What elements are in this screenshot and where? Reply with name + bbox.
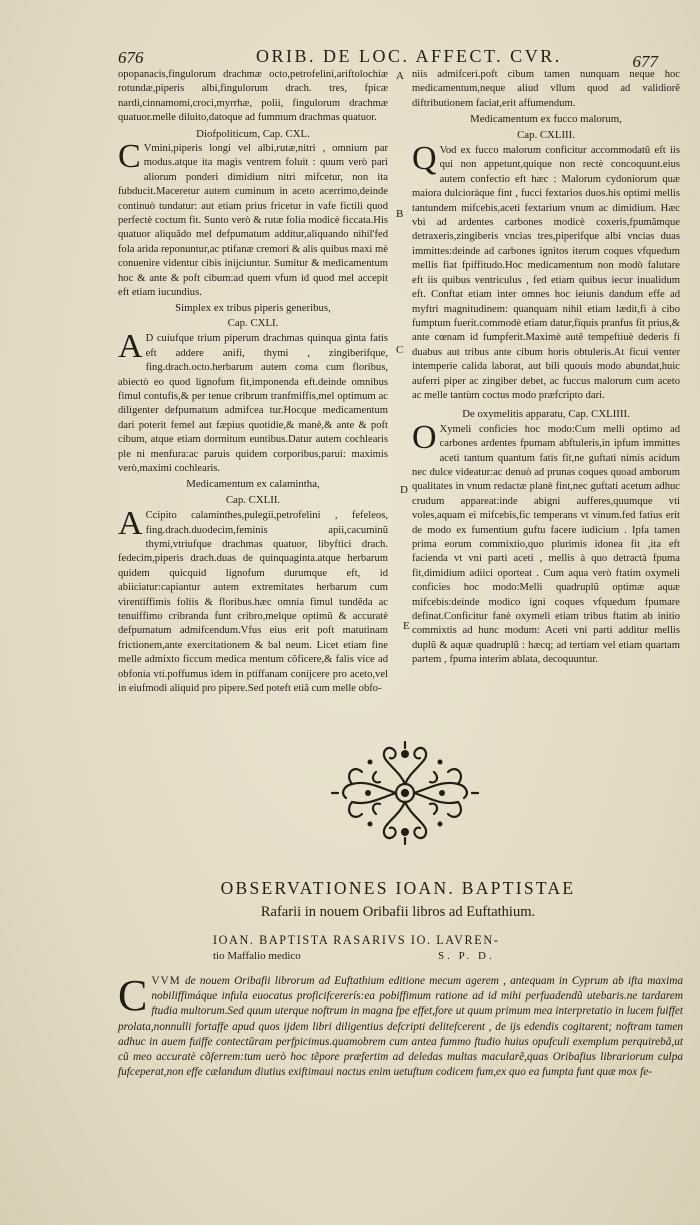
drop-cap: C xyxy=(118,138,141,176)
chapter-number: Cap. CXLII. xyxy=(225,493,281,506)
margin-letter-b: B xyxy=(396,208,404,220)
chapter-heading: Medicamentum ex calamintha, xyxy=(186,478,320,491)
right-column xyxy=(412,68,680,668)
paragraph: C Vmini,piperis longi vel albi,rutæ,nitri , omnium par modus.atque ita magis ventrem foluit : quum verò pari aliorum ponderi dimidium nitri mifcetur, non ita fubducit.Maceretur autem cuminum in aceto acerrimo,deinde continuò tundatur: aut etiam prius fricetur in vafe fictili quod perfectè coctum fit. Sunto verò & rutæ folia modicè ficcata.His quatuor aliquãdo mel defpumatum additur,aliquando nihil'fed fola arida reponuntur,ac ptifanæ cremori & alis quibus maxi mè conuenire videntur cibis inijciuntur. Sumitur & medicamentum hoc & ante & poft cibum:ad quem vfum id quod mel accepit eft etiam iucundius. xyxy=(118,138,388,299)
page-number-right: 677 xyxy=(632,52,658,71)
left-column xyxy=(118,68,388,696)
chapter-number: Cap. CXLIII. xyxy=(517,128,575,141)
dedication-recipient: tio Maffalio medico xyxy=(213,950,301,962)
drop-cap: A xyxy=(118,328,143,366)
drop-cap: O xyxy=(412,418,437,456)
paragraph: Q Vod ex fucco malorum conficitur accommodatũ eft iis qui non appetunt,quique non rectè concoquunt.eius autem confectio eft hæc : Malorum cydoniorum quæ maiora dulcioràque fint , fucci fextarios duos.his optimi mellis tantundem mifcebis,aceti fextarium vnum ac dimidium. Hæc vbi ad ardentes carbones modicè coxeris,fpumãmque detraxeris,zingiberis vncias tres,piperifque albi vncias duas immittes:deinde ad carbones ignitos iterum coques vfquedum mellis fiat fpiffitudo.Hoc medicamentum non modò falutare eft iis quibus ventriculus , fed etiam quibus iecur inualidum eft. Conftat etiam inter omnes hoc ieiunis dandum effe ad myftri magnitudinem: quanquam nihil etiam lædit,fi à cibo fumptum fuerit.commodè etiam datur,fiquis pranfus fit prius,& ante cœnam id fumpferit.Maximè autẽ tempeftiuè dederis fi duabus aut tribus ante cibum horis obtuleris.At ficui venter intemperie calida laborat, aut bili quouis modo abundat,huic auferri piper ac zingiber debet, ac fuccus malorum cum aceto ac melle tantùm coctus modo præfcripto dari. xyxy=(412,140,680,401)
drop-cap: A xyxy=(118,505,143,543)
letter-opening: VVM xyxy=(151,975,181,987)
chapter-number: Cap. CXLI. xyxy=(227,316,279,329)
chapter-heading: Diofpoliticum, Cap. CXL. xyxy=(196,127,310,140)
paragraph: A Ccipito calaminthes,pulegii,petrofelini , fefeleos, fing.drach.duodecim,feminis apii,cacuminũ thymi,vtriufque drachmas quatuor, libyftici drach. fedecim,piperis drach.duas de quinquaginta.atque herbarum quidem quicquid lignofum durumque eft, id abiiciatur:capiantur autem extremitates herbarum cum virentiffimis foliis & floribus.hæc omnia fimul tundẽda ac tenuiffimo cribranda funt cribro,melque optimũ & accuratè defpumatum admifcendum.Vfus eius erit poft matutinam frictionem,ante exercitationem & bal neum. Licet etiam fine melle admixto ficcum medica mentum cõficere,& falis vice ad obfonia vti.poffumus idem in ptiffanam conijcere pro aceto,vel in eiufmodi aliquid pro pipere.Sed poteft etiã cum melle obfo- xyxy=(118,505,388,695)
floral-ornament-icon xyxy=(330,738,480,848)
chapter-heading: Simplex ex tribus piperis generibus, xyxy=(175,301,331,314)
observations-subtitle: Rafarii in nouem Oribafii libros ad Euftathium. xyxy=(260,904,536,920)
drop-cap: Q xyxy=(412,140,437,178)
paragraph: opopanacis,fingulorum drachmæ octo,petrofelini,ariftolochiæ rotundæ,piperis albi,fingulorum drach. tres, fpicæ nardi,cinnamomi,croci,myrrhæ, polii, fingulorum drachmæ quatuor.melle diluito,datoque ad fummum drachmas quatuor. xyxy=(118,69,388,124)
paragraph: O Xymeli conficies hoc modo:Cum melli optimo ad carbones ardentes fpumam abftuleris,in ipfum immittes aceti tantum quantum fatis fit,ne guftati nimis acidum nec dulce videatur:ac denuò ad prunas coques quoad amborum qualitates in vnum redactæ planè fint,nec guftati acetum adhuc crudum appareat:inde abigni aufferes,quumque vti voles,aquam ei mifcebis,fic temperans vt vinum.fed fatius erit de modo ex fumentium guftu facere iudicium . Ipfa tamen prima eorum commixtio,quo plurimis idonea fit ,ita eft facienda vt vni parti aceti , mellis à quo detractà fpuma fit,dimidium adiici oporteat . Cum aqua verò ftatim oxymeli conficies hoc modo:Melli quadruplũ optimæ aquæ mifcebis:deinde modico igni coques vfquedum fpumare definat.Conficitur fanè oxymeli etiam tribus ftatim ab initio commixtis ad hunc modum: Aceti vni parti additur mellis duplũ & aquæ quadruplũ : hæcq; ad tertiam vel etiam quartam partem , fpuma interim ablata, decoquuntur. xyxy=(412,418,680,666)
page-number-left: 676 xyxy=(118,48,144,67)
observations-title: OBSERVATIONES IOAN. BAPTISTAE xyxy=(220,878,576,898)
dedication-line: IOAN. BAPTISTA RASARIVS IO. LAVREN- xyxy=(213,933,500,947)
margin-letter-d: D xyxy=(400,484,408,496)
running-title: ORIB. DE LOC. AFFECT. CVR. xyxy=(256,46,562,66)
dedicatory-letter xyxy=(118,971,684,1080)
paragraph: niis admifceri.poft cibum tamen nunquam neque hoc medicamentum,neque aliud vllum quod ad validiorẽ diftributionem faciat,erit affumendum. xyxy=(412,69,680,109)
letter-initial: C xyxy=(118,971,148,1020)
salutation: S. P. D. xyxy=(438,950,495,962)
paragraph: A D cuiufque trium piperum drachmas quinqua ginta fatis eft addere anifi, thymi , zingiberifque, fing.drach.octo.herbarum autem coma cum floribus, abiectò eo quod lignofum fit,imponenda eft.deinde omnibus fimul contufis,& per tenue cribrum tranfmiffis,mel optimum ac diligenter defpumatum admifcea tur.Hocque medicamentum dari poterit femel aut fæpius quotidie,& manè,& ante & poft cibum, atque etiam dormitum euntibus.Datur autem cochlearis ple ni menfura:ac paruis quidem corporibus,parui: maximis verò,maximi cochlearis. xyxy=(118,328,388,474)
margin-letter-c: C xyxy=(396,344,404,356)
margin-letter-e: E xyxy=(403,620,410,632)
chapter-heading: De oxymelitis apparatu, Cap. CXLIIII. xyxy=(462,408,630,421)
margin-letter-a: A xyxy=(396,70,404,82)
letter-text: de nouem Oribafii librorum ad Euftathium editione mecum agerem , antequam in Cyprum ab ifta maxima nobiliffimáque infula euocatus proficifcererís:ea pobiffimum ratione ad id mihi perfuadendũ utebaris.ne tardarem ftudia multorum.Sed quum uterque noftrum in magna fpe effet,fore ut quum primum mea interpretatio in lucem fuiffet prolata,nonnulli fortaffe apud quos ijdem libri diligentius defcripti delitefcerent , de ijs edendis cogitarent; noftram tamen adhuc in auem fuiffe contectũram perfpicimus.quamobrem cum antea fummo ftudio huius opufculi exemplum perquirebã,ut cũ meo accuratè cõferrem:tum uerò hoc tẽpore præfertim ad deledas multas macularẽ,quas Oribafius librariorum culpa fufceperat,non effe cælandum diutius exiftimaui nactus enim uetuftum codicem fum,ex quo ea fumpta funt quæ mox fe- xyxy=(118,975,684,1079)
chapter-heading: Medicamentum ex fucco malorum, xyxy=(470,113,622,126)
